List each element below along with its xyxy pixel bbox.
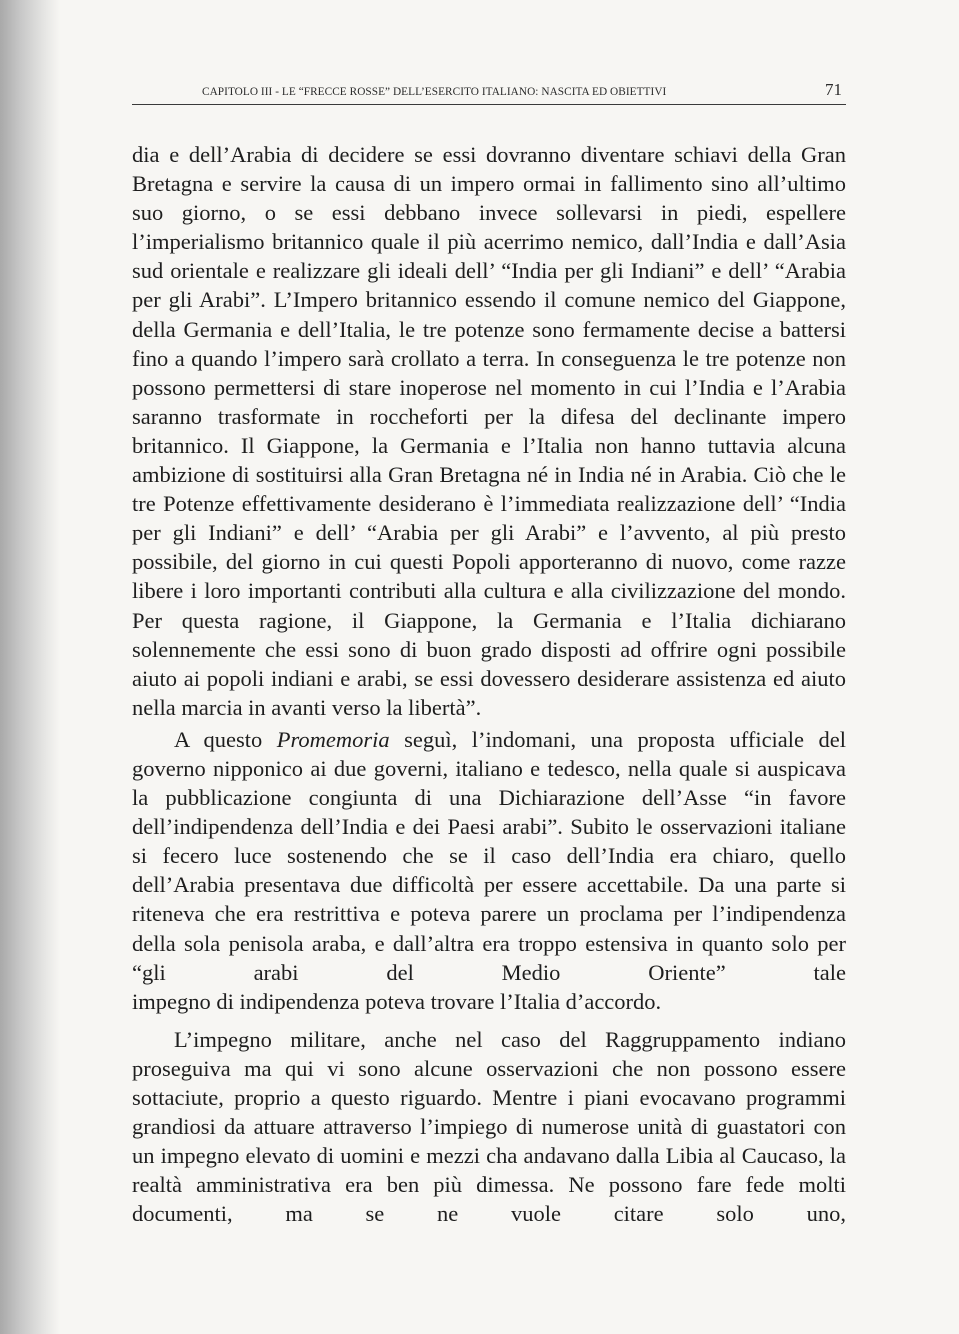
paragraph-1-last-line (132, 693, 846, 722)
page-number: 71 (825, 80, 842, 99)
paragraph-1-last-line-text: nella marcia in avanti verso la libertà”. (132, 694, 482, 720)
body-text (132, 140, 846, 1228)
paragraph-1 (132, 140, 846, 693)
promemoria-italic: Promemoria (276, 726, 390, 752)
paragraph-2-text-rest: seguì, l’indomani, una proposta ufficiale del governo nipponico ai due governi, italiano e tedesco, nella quale si auspicava la pubblicazione congiunta di una Dichiarazione dell’Asse “in favore dell’indipendenza dell’India e dei Paesi arabi”. Subito le osservazioni italiane si fecero luce sostenendo che se il caso dell’India era chiaro, quello dell’Arabia presentava due difficoltà per essere accettabile. Da una parte si riteneva che era restrittiva e poteva parere un proclama per l’indipendenza della sola penisola araba, e dall’altra era troppo estensiva in quanto solo per “gli arabi del Medio Oriente” tale (132, 726, 846, 985)
running-title: CAPITOLO III - LE “FRECCE ROSSE” DELL’ESERCITO ITALIANO: NASCITA ED OBIETTIVI (202, 86, 667, 98)
running-header (132, 80, 846, 105)
paragraph-2-last-line-text: impegno di indipendenza poteva trovare l’Italia d’accordo. (132, 988, 662, 1014)
paragraph-2-text-start: A questo (174, 726, 277, 752)
paragraph-3-text: L’impegno militare, anche nel caso del Raggruppamento indiano proseguiva ma qui vi sono alcune osservazioni che non possono essere sottaciute, proprio a questo riguardo. Mentre i piani evocavano programmi grandiosi da attuare attraverso l’impiego di numerose unità di guastatori con un impegno elevato di uomini e mezzi cha andavano dalla Libia al Caucaso, la realtà amministrativa era ben più dimessa. Ne possono fare fede molti documenti, ma se ne vuole citare solo uno, (132, 1026, 846, 1227)
paragraph-1-text: dia e dell’Arabia di decidere se essi dovranno diventare schiavi della Gran Bretagna e servire la causa di un impero ormai in fallimento sino all’ultimo suo giorno, o se essi debbano invece sollevarsi in piedi, espellere l’imperialismo britannico quale il più acerrimo nemico, dall’India e dall’Asia sud orientale e realizzare gli ideali dell’ “India per gli Indiani” e dell’ “Arabia per gli Arabi”. L’Impero britannico essendo il comune nemico del Giappone, della Germania e dell’Italia, le tre potenze sono fermamente decise a battersi fino a quando l’impero sarà crollato a terra. In conseguenza le tre potenze non possono permettersi di stare inoperose nel momento in cui l’India e l’Arabia saranno trasformate in roccheforti per la difesa del declinante impero britannico. Il Giappone, la Germania e l’Italia non hanno tuttavia alcuna ambizione di sostituirsi alla Gran Bretagna né in India né in Arabia. Ciò che le tre Potenze effettivamente desiderano è l’immediata realizzazione dell’ “India per gli Indiani” e dell’ “Arabia per gli Arabi” e l’avvento, al più presto possibile, del giorno in cui questi Popoli apporteranno di nuovo, come razze libere i loro importanti contributi alla cultura e alla civilizzazione del mondo. Per questa ragione, il Giappone, la Germania e l’Italia dichiarano solennemente che essi sono di buon grado disposti ad offrire ogni possibile aiuto ai popoli indiani e arabi, se essi dovessero desiderare assistenza ed aiuto (132, 142, 846, 691)
paragraph-2 (132, 725, 846, 987)
paragraph-3 (132, 1025, 846, 1229)
paragraph-2-last-line (132, 987, 846, 1016)
